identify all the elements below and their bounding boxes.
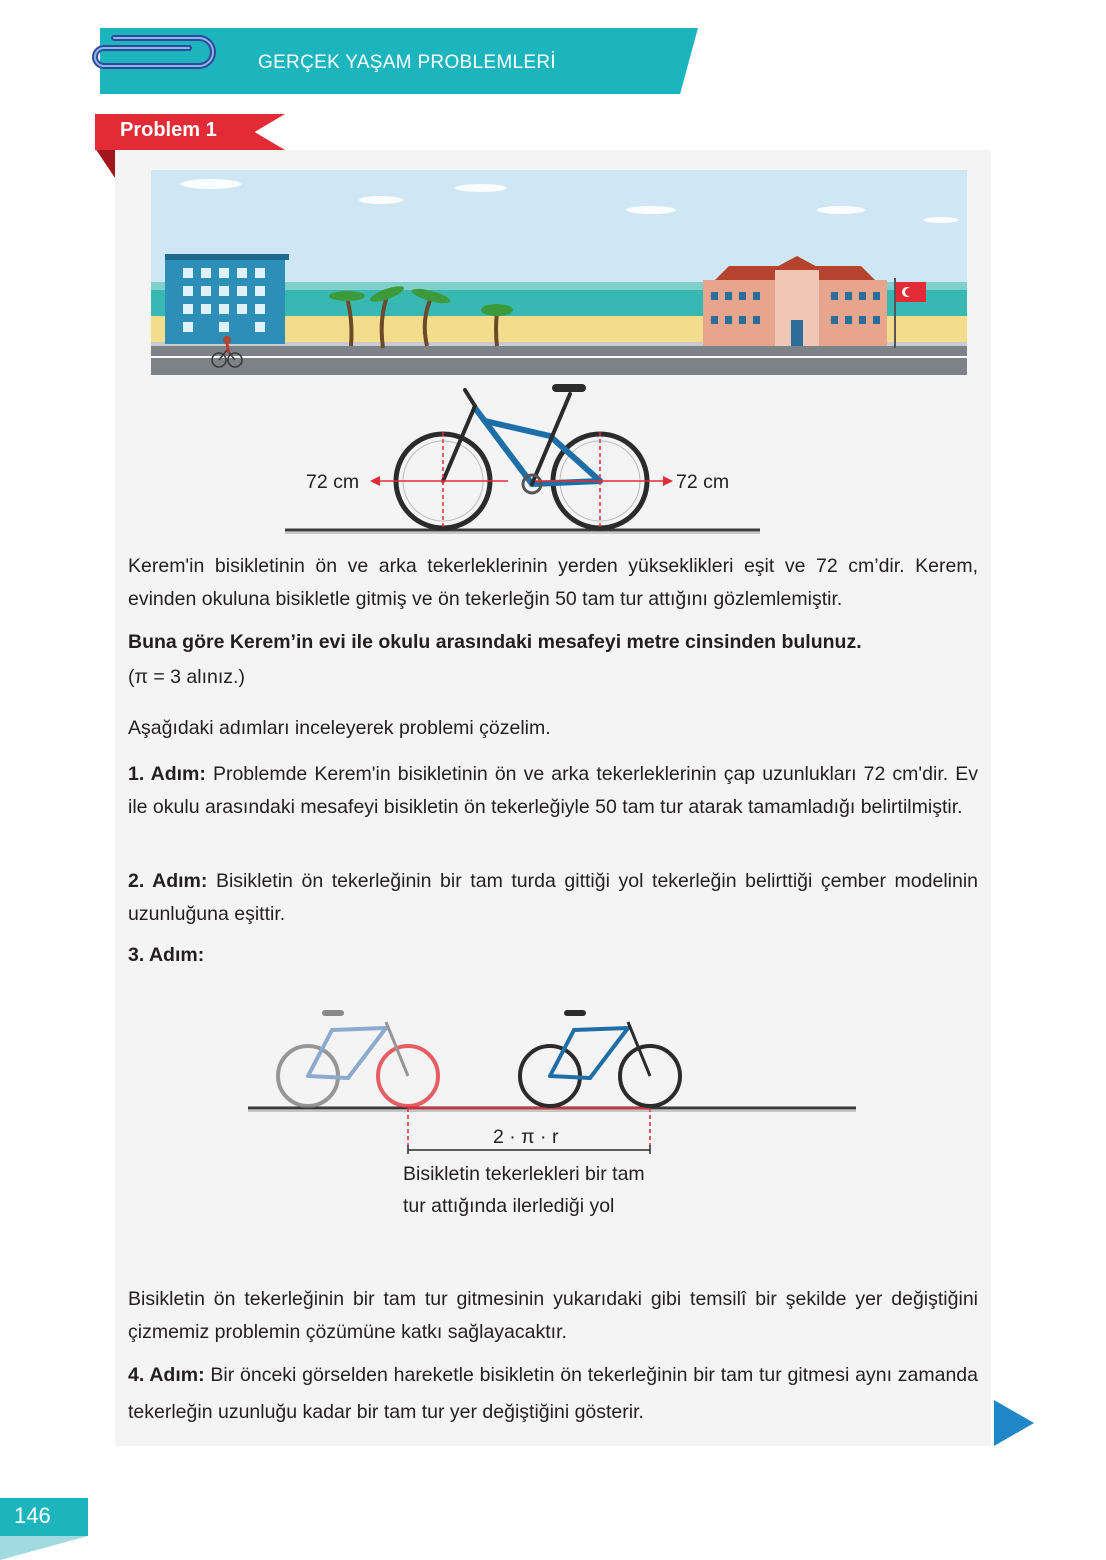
page-number: 146 — [14, 1503, 51, 1528]
paperclip-icon — [74, 20, 224, 90]
step-2-label: 2. Adım: — [128, 870, 208, 892]
bicycle-start — [278, 1010, 438, 1106]
steps-intro: Aşağıdaki adımları inceleyerek problemi çözelim. — [128, 717, 551, 739]
circumference-formula: 2 · π · r — [493, 1126, 559, 1148]
step-4-text: Bir önceki görselden hareketle bisikletin ön tekerleğinin bir tam tur gitmesi aynı zamanda tekerleğin uzunluğu kadar bir tam tur yer değiştiğini gösterir. — [128, 1364, 978, 1423]
figure2-caption-line1: Bisikletin tekerlekleri bir tam — [403, 1163, 645, 1185]
step-1-text: Problemde Kerem'in bisikletinin ön ve arka tekerleklerinin çap uzunlukları 72 cm'dir. Ev ile okulu arasındaki mesafeyi bisikletin ön tekerleğiyle 50 tam tur atarak tamamladığı belirtilmiştir. — [128, 763, 978, 818]
paragraph-intro: Kerem'in bisikletinin ön ve arka tekerleklerinin yerden yükseklikleri eşit ve 72 cm’dir. Kerem, evinden okuluna bisikletle gitmiş ve ön tekerleğin 50 tam tur attığını gözlemlemiştir. — [128, 555, 978, 610]
paragraph-after-figure: Bisikletin ön tekerleğinin bir tam tur gitmesinin yukarıdaki gibi temsilî bir şekilde yer değiştiğini çizmemiz problemin çözümüne katkı sağlayacaktır. — [128, 1288, 978, 1343]
problem-label: Problem 1 — [120, 119, 217, 141]
step-1-label: 1. Adım: — [128, 763, 206, 785]
bicycle-figure — [280, 376, 760, 536]
school-building — [703, 256, 887, 346]
question-text: Buna göre Kerem’in evi ile okulu arasındaki mesafeyi metre cinsinden bulunuz. — [128, 631, 862, 653]
wheel-height-right: 72 cm — [676, 471, 730, 493]
figure2-caption — [403, 1158, 645, 1222]
page-tab-tail — [0, 1536, 88, 1560]
road-scene-illustration — [151, 170, 967, 375]
figure2-caption-line2: tur attığında ilerlediği yol — [403, 1195, 615, 1217]
bicycle-end — [520, 1010, 680, 1106]
step-3-label: 3. Adım: — [128, 944, 205, 966]
wheel-height-left: 72 cm — [306, 471, 360, 493]
apartment-building — [165, 254, 289, 344]
header-title: GERÇEK YAŞAM PROBLEMLERİ — [258, 52, 556, 73]
step-1 — [128, 758, 978, 824]
step-2-text: Bisikletin ön tekerleğinin bir tam turda gittiği yol tekerleğin belirttiği çember modelinin uzunluğuna eşittir. — [128, 870, 979, 925]
step-2 — [128, 865, 978, 931]
step-3 — [128, 939, 978, 972]
pi-note: (π = 3 alınız.) — [128, 666, 245, 688]
step-4 — [128, 1357, 978, 1431]
step-4-label: 4. Adım: — [128, 1364, 205, 1386]
problem-tag-fold — [95, 148, 115, 178]
next-page-arrow-icon[interactable] — [994, 1400, 1034, 1446]
